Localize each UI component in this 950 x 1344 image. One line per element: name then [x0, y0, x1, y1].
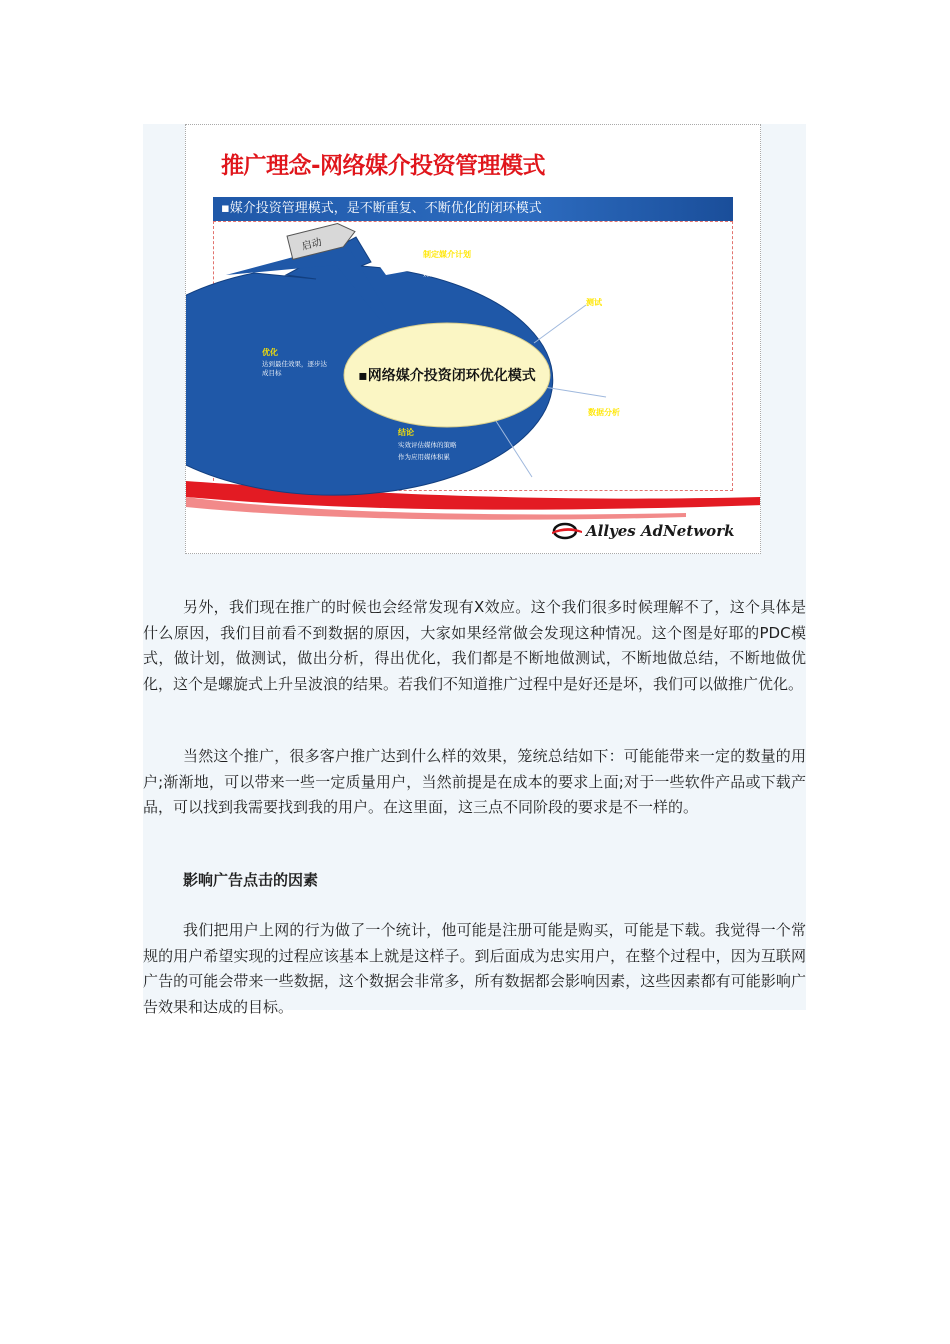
slide-banner: ▪媒介投资管理模式，是不断重复、不断优化的闭环模式 [213, 197, 733, 221]
stage-plan-title: 制定媒介计划 [423, 250, 471, 259]
stage-analysis-line: 调整推荐媒体 [590, 446, 629, 454]
stage-conclusion-line: 实效评估媒体的策略 [398, 441, 457, 449]
slide-title: 推广理念-网络媒介投资管理模式 [221, 153, 546, 179]
section-heading: 影响广告点击的因素 [183, 871, 319, 889]
stage-conclusion-title: 结论 [398, 428, 414, 437]
logo-text: Allyes AdNetwork [586, 522, 735, 540]
stage-analysis-line: 得出数据 [590, 437, 616, 445]
paragraph: 另外，我们现在推广的时候也会经常发现有X效应。这个我们很多时候理解不了，这个具体是什么原因，我们目前看不到数据的原因，大家如果经常做会发现这种情况。这个图是好耶的PDC模式，做计划，做测试，做出分析，得出优化，我们都是不断地做测试，不断地做总结，不断地做优化，这个是螺旋式上升呈波浪的结果。若我们不知道推广过程中是好还是坏，我们可以做推广优化。 [143, 598, 806, 693]
start-label: 启动 [300, 237, 323, 253]
stage-plan-line: 根据受众的接触点，作精妙的 [423, 261, 508, 269]
stage-analysis-line: 根据媒体评估指标 [590, 428, 642, 436]
center-label: ▪网络媒介投资闭环优化模式 [358, 368, 536, 384]
paragraph: 我们把用户上网的行为做了一个统计，他可能是注册可能是购买，可能是下载。我觉得一个常规的用户希望实现的过程应该基本上就是这样子。到后面成为忠实用户，在整个过程中，因为互联网广告的可能会带来一些数据，这个数据会非常多，所有数据都会影响因素，这些因素都有可能影响广告效果和达成的目标。 [143, 921, 806, 1016]
stage-optimize-line: 成目标 [262, 369, 282, 377]
allyes-logo [552, 521, 734, 541]
stage-optimize-title: 优化 [262, 348, 278, 357]
stage-test-line: 根据设定指标的ROI进化个 [586, 309, 663, 317]
stage-test-title: 测试 [586, 298, 602, 307]
paragraph: 当然这个推广，很多客户推广达到什么样的效果，笼统总结如下：可能能带来一定的数量的用户;渐渐地，可以带来一些一定质量用户，当然前提是在成本的要求上面;对于一些软件产品或下载产品，可以找到我需要找到我的用户。在这里面，这三点不同阶段的要求是不一样的。 [143, 747, 806, 816]
stage-optimize-line: 达到最佳效果，逐步达 [262, 360, 327, 368]
stage-test-line: 在站点内测试媒体实效 [586, 318, 651, 326]
allyes-logo-icon [552, 521, 582, 541]
cycle-diagram [186, 125, 761, 554]
slide-figure [185, 124, 761, 554]
stage-analysis-line: 根据监测结果分析 [590, 419, 642, 427]
stage-plan-line: 媒介选择计划 [423, 270, 462, 278]
stage-conclusion-line: 作为应用媒体积累 [398, 453, 450, 461]
stage-analysis-title: 数据分析 [588, 408, 620, 417]
